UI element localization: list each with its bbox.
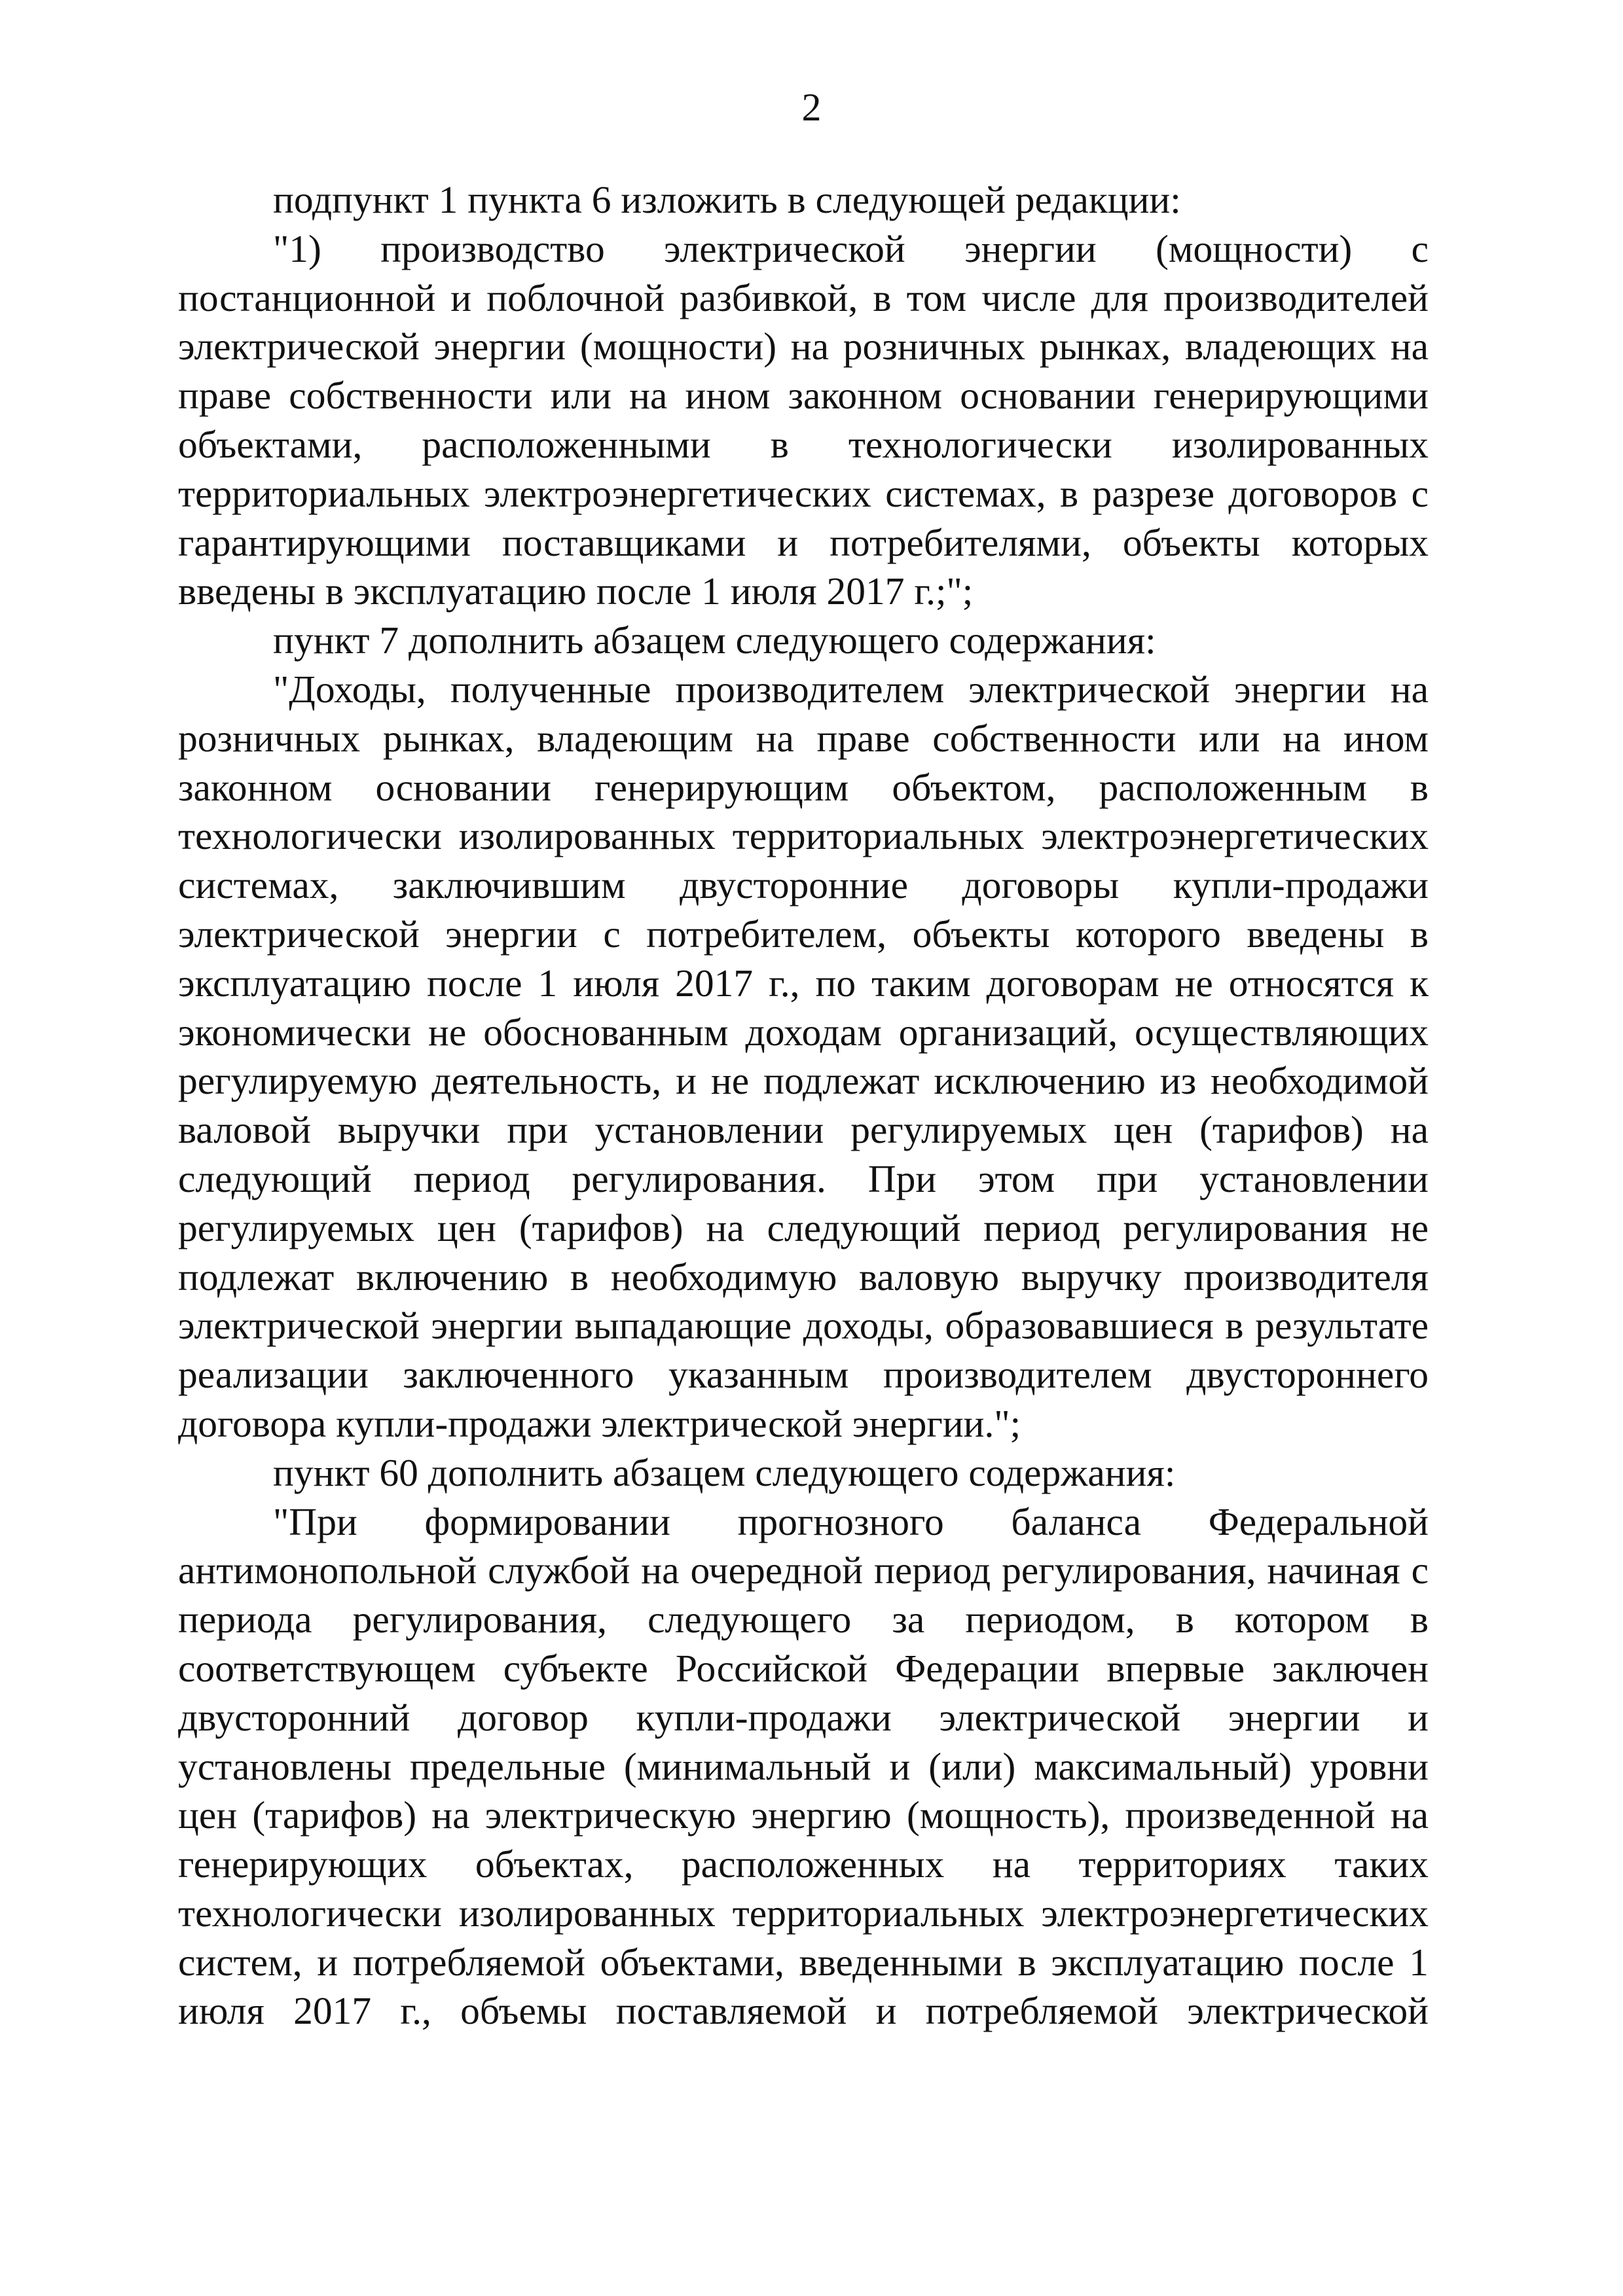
paragraph-quote-3: "При формировании прогнозного баланса Федеральной антимонопольной службой на очередной период регулирования, начиная с периода регулирования, следующего за периодом, в котором в соответствующем субъекте Российской Федерации впервые заключен двусторонний договор купли-продажи электрической энергии и установлены предельные (минимальный и (или) максимальный) уровни цен (тарифов) на электрическую энергию (мощность), произведенной на генерирующих объектах, расположенных на территориях таких технологически изолированных территориальных электроэнергетических систем, и потребляемой объектами, введенными в эксплуатацию после 1 июля 2017 г., объемы поставляемой и потребляемой электрической: [178, 1499, 1429, 2033]
paragraph-quote-2: "Доходы, полученные производителем электрической энергии на розничных рынках, владеющим на праве собственности или на ином законном основании генерирующим объектом, расположенным в технологически изолированных территориальных электроэнергетических системах, заключившим двусторонние договоры купли-продажи электрической энергии с потребителем, объекты которого введены в эксплуатацию после 1 июля 2017 г., по таким договорам не относятся к экономически не обоснованным доходам организаций, осуществляющих регулируемую деятельность, и не подлежат исключению из необходимой валовой выручки при установлении регулируемых цен (тарифов) на следующий период регулирования. При этом при установлении регулируемых цен (тарифов) на следующий период регулирования не подлежат включению в необходимую валовую выручку производителя электрической энергии выпадающие доходы, образовавшиеся в результате реализации заключенного указанным производителем двустороннего договора купли-продажи электрической энергии.";: [178, 667, 1429, 1445]
paragraph-instruction-2: пункт 7 дополнить абзацем следующего содержания:: [273, 619, 1156, 662]
page-number: 2: [801, 86, 822, 129]
paragraph-instruction-3: пункт 60 дополнить абзацем следующего содержания:: [273, 1450, 1176, 1494]
paragraph-instruction-1: подпункт 1 пункта 6 изложить в следующей редакции:: [273, 178, 1181, 221]
document-body: [178, 175, 1429, 2036]
paragraph-quote-1: "1) производство электрической энергии (мощности) с постанционной и поблочной разбивкой, в том числе для производителей электрической энергии (мощности) на розничных рынках, владеющих на праве собственности или на ином законном основании генерирующими объектами, расположенными в технологически изолированных территориальных электроэнергетических системах, в разрезе договоров с гарантирующими поставщиками и потребителями, объекты которых введены в эксплуатацию после 1 июля 2017 г.;";: [178, 226, 1429, 613]
